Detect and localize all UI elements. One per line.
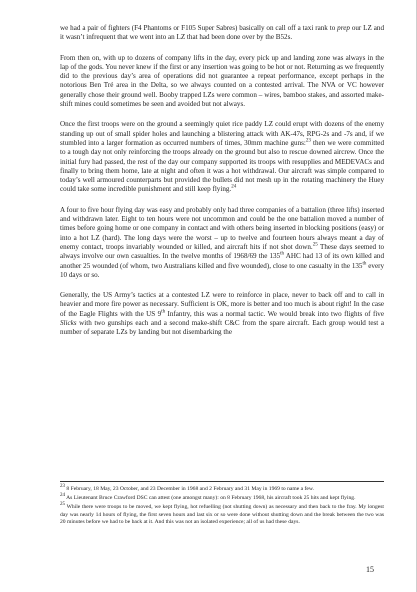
- superscript: 25: [312, 242, 318, 248]
- footnote: $^{23}$ 8 February, 18 May, 23 October, and 23 December in 1968 and 2 February and 31 May in 1969 to name a few.: [60, 484, 314, 492]
- superscript: 25: [60, 502, 65, 508]
- footnote: $^{24}$ As Lieutenant Bruce Crawford DSC can attest (one amongst many): on 8 February 1968, his aircraft took 25 hits and kept flying.: [60, 493, 356, 502]
- paragraph: A four to five hour flying day was easy and probably only had three companies of a battalion (three lifts) inserted and withdrawn later. Eight to ten hours were not uncommon and could be the one battalion moved a number of times before going home or one company in contact and with others being inserted in blocking positions (easy) or into a hot LZ (hard). The long days were the worst – up to twelve and fourteen hours always meant a day of enemy contact, troops invariably wounded or killed, and aircraft hits if not shot down.$^{25}$ These days seemed to always involve our own casualties. In the twelve months of 1968/69 the 135th AHC had 13 of its own killed and another 25 wounded (of whom, two Australians killed and five wounded), close to one casualty in the 135th every 10 days or so.: [60, 205, 385, 279]
- superscript: th: [161, 309, 166, 315]
- footnotes: [60, 481, 384, 528]
- emphasis: Slicks: [60, 319, 77, 328]
- superscript: th: [280, 251, 284, 257]
- superscript: 24: [231, 185, 237, 191]
- superscript: 23: [60, 484, 65, 490]
- paragraph: Generally, the US Army’s tactics at a contested LZ were to reinforce in place, never to back off and to call in heavier and more fire power as necessary. Sufficient is OK, more is better and too much is about right! In the case of the Eagle Flights with the US 9th Infantry, this was a normal tactic. We would break into two flights of five Slicks with two gunships each and a second make-shift C&C from the spare aircraft. Each group would test a number of separate LZs by landing but not disembarking the: [60, 291, 384, 337]
- paragraph: Once the first troops were on the ground a seemingly quiet rice paddy LZ could erupt with dozens of the enemy standing up out of small spider holes and launching a blistering attack with AK-47s, RPG-2s and -7s and, if we stumbled into a larger formation as occurred numbers of times, 30mm machine guns:$^{23}$ then we were committed to a tough day not only reinforcing the troops already on the ground but also to rescue downed aircrew. Once the initial fury had passed, the rest of the day our company supported its troops with resupplies and MEDEVACs and finally to bring them home, late at night and often it was a hot withdrawal. Our aircraft was simple compared to today’s well armoured counterparts but provided the bullets did not mesh up in the rotating machinery the Huey could take some incredible punishment and still keep flying.$^{24}$: [60, 120, 385, 194]
- superscript: 24: [60, 493, 65, 499]
- emphasis: prep: [337, 24, 350, 32]
- body-text: [60, 24, 384, 349]
- superscript: 23: [305, 138, 311, 144]
- paragraph: From then on, with up to dozens of company lifts in the day, every pick up and landing zone was always in the lap of the gods. You never knew if the first or any insertion was going to be hot or not. Returning as we frequently did to the previous day’s area of operations did not guarantee a repeat performance, except perhaps in the notorious Ben Tré area in the Delta, so we always counted on a contested arrival. The NVA or VC however generally chose their ground well. Booby trapped LZs were common – wires, bamboo stakes, and assorted make-shift mines could sometimes be seen and avoided but not always.: [60, 53, 384, 109]
- page-number: 15: [366, 565, 374, 574]
- paragraph: we had a pair of fighters (F4 Phantoms or F105 Super Sabres) basically on call off a taxi rank to prep our LZ and it wasn’t infrequent that we went into an LZ that had been done over by the B52s.: [60, 24, 384, 42]
- superscript: th: [362, 261, 367, 267]
- footnote: $^{25}$ While there were troops to be moved, we kept flying, hot refuelling (not shutting down) as necessary and then back to the fray. My longest day was nearly 14 hours of flying, the first seven hours and last six or so were done without shutting down and the break between the two was 20 minutes before we had to be back at it. And this was not an isolated experience; all of us had these days.: [60, 502, 384, 525]
